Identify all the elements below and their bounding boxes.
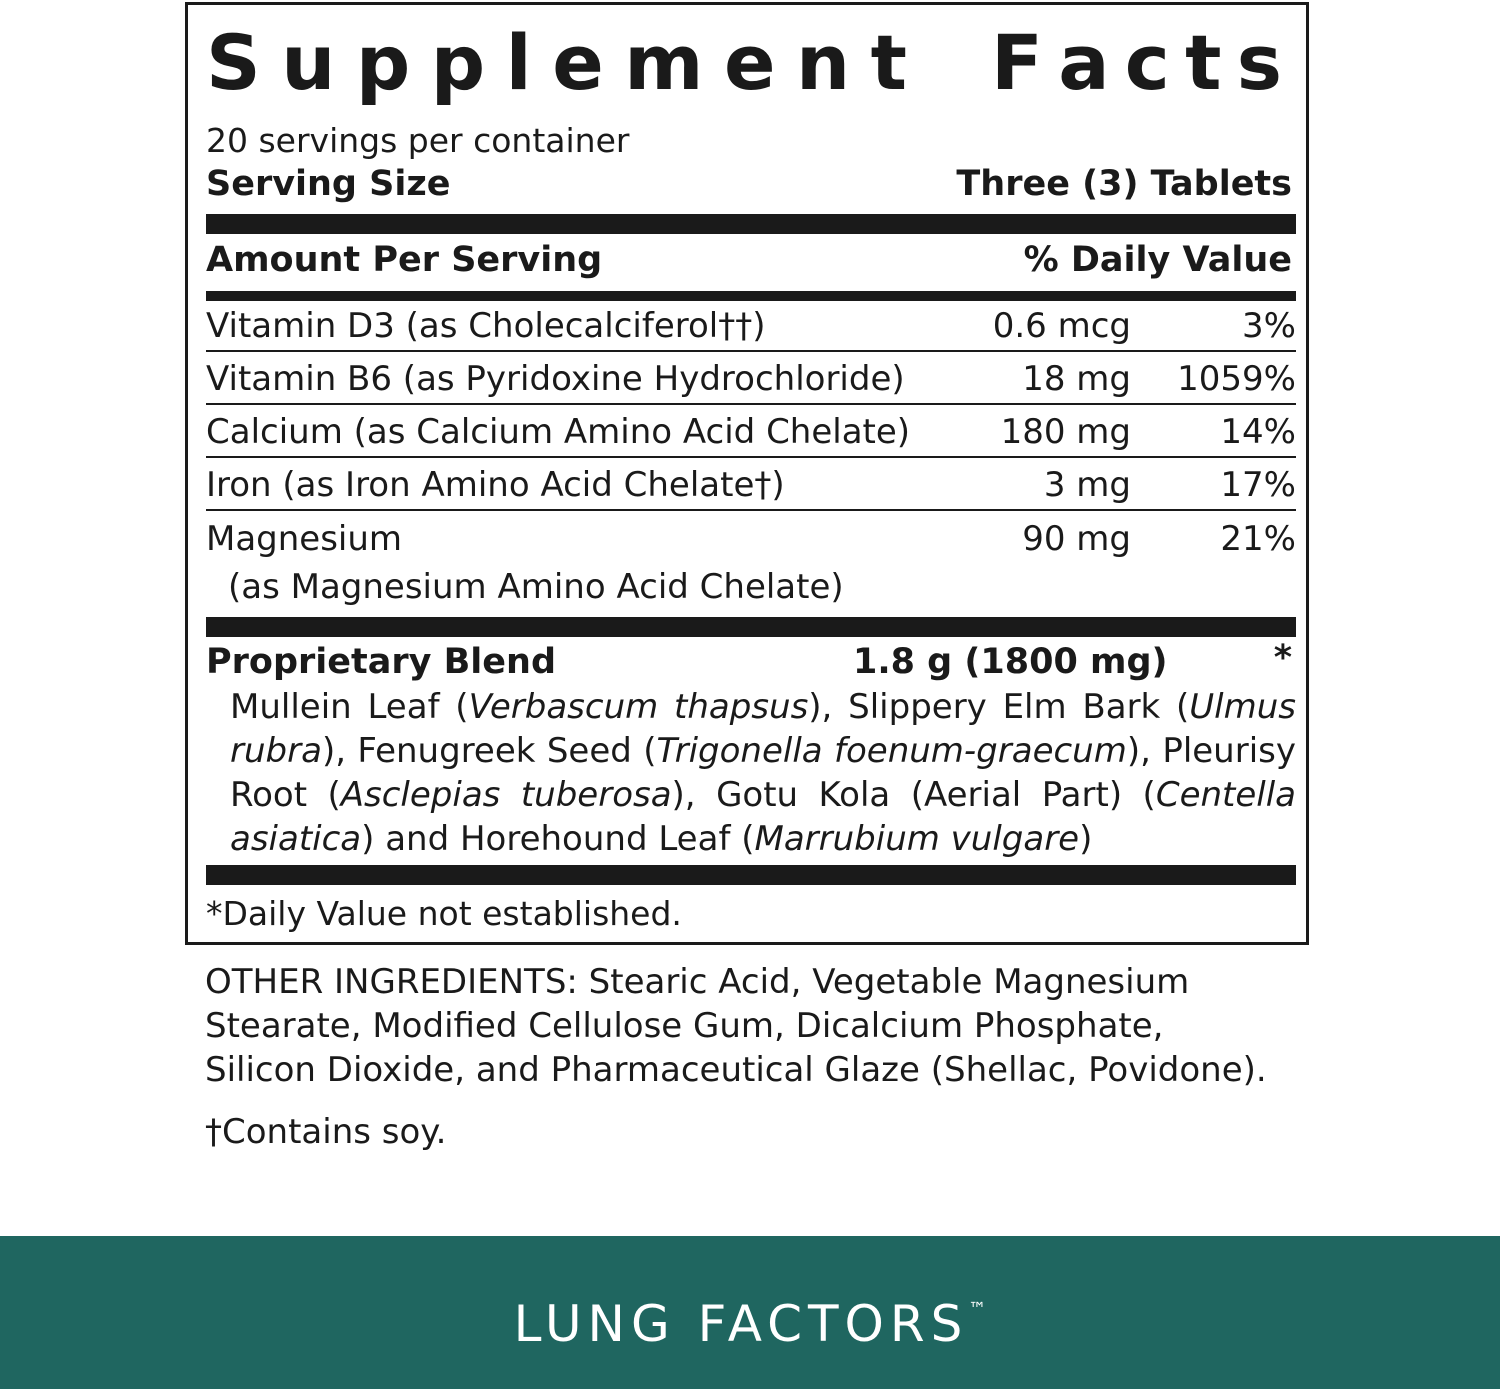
nutrient-name: Magnesium — [206, 519, 403, 559]
panel-title — [206, 19, 1296, 107]
daily-value-footnote: *Daily Value not established. — [206, 894, 682, 933]
nutrient-name: Iron (as Iron Amino Acid Chelate†) — [206, 465, 785, 505]
ingredient-text: ), Gotu Kola (Aerial Part) ( — [671, 775, 1156, 815]
amount-per-serving-header: Amount Per Serving — [206, 240, 603, 280]
title-letter: e — [552, 18, 618, 107]
proprietary-blend-amount: 1.8 g (1800 mg) — [853, 642, 1168, 682]
nutrient-daily-value: 17% — [1220, 465, 1296, 505]
botanical-name: Verbascum thapsus — [468, 687, 809, 727]
nutrient-name-detail: (as Magnesium Amino Acid Chelate) — [228, 567, 844, 607]
title-letter: e — [723, 18, 790, 107]
nutrient-name: Vitamin D3 (as Cholecalciferol††) — [206, 306, 766, 346]
nutrient-row — [206, 458, 1296, 510]
title-letter: F — [991, 18, 1057, 107]
nutrient-name: Calcium (as Calcium Amino Acid Chelate) — [206, 412, 911, 452]
nutrient-amount: 180 mg — [1000, 412, 1131, 452]
nutrient-row — [206, 352, 1296, 404]
botanical-name: Asclepias tuberosa — [340, 775, 672, 815]
nutrient-amount: 3 mg — [1043, 465, 1131, 505]
servings-per-container: 20 servings per container — [206, 121, 630, 160]
thick-divider-top — [206, 214, 1296, 234]
serving-size-value: Three (3) Tablets — [956, 164, 1292, 204]
title-letter: n — [796, 18, 865, 107]
serving-size-label: Serving Size — [206, 164, 451, 204]
proprietary-blend-label: Proprietary Blend — [206, 642, 556, 682]
daily-value-header: % Daily Value — [1023, 240, 1292, 280]
nutrient-daily-value: 14% — [1220, 412, 1296, 452]
title-letter: S — [206, 18, 275, 107]
title-letter: c — [1124, 18, 1184, 107]
thick-divider-blend — [206, 617, 1296, 637]
ingredient-text: ), Pleurisy Root ( — [230, 731, 1296, 815]
row-divider — [206, 509, 1296, 511]
title-letter: u — [281, 18, 350, 107]
title-word-supplement — [206, 19, 921, 107]
nutrient-daily-value: 3% — [1242, 306, 1296, 346]
ingredient-text: ) and Horehound Leaf ( — [361, 819, 755, 859]
botanical-name: Centella asiatica — [230, 775, 1297, 859]
nutrient-row — [206, 299, 1296, 351]
title-letter: t — [870, 18, 921, 107]
title-letter: s — [1236, 18, 1296, 107]
nutrient-row — [206, 405, 1296, 457]
other-ingredients — [205, 960, 1305, 1092]
title-letter: p — [355, 18, 425, 107]
other-ingredients-line: Stearate, Modified Cellulose Gum, Dicalcium Phosphate, — [205, 1006, 1164, 1046]
nutrient-daily-value: 1059% — [1177, 359, 1296, 399]
title-letter: l — [505, 18, 546, 107]
brand-footer-band — [0, 1236, 1500, 1389]
trademark-symbol: ™ — [968, 1299, 987, 1320]
title-letter: a — [1058, 18, 1124, 107]
botanical-name: Ulmus rubra — [230, 687, 1296, 771]
ingredient-text: ), Slippery Elm Bark ( — [808, 687, 1190, 727]
title-word-facts — [991, 19, 1296, 107]
ingredient-text: Mullein Leaf ( — [230, 687, 469, 727]
proprietary-blend-daily-value: * — [1273, 638, 1292, 678]
nutrient-amount: 90 mg — [1022, 519, 1131, 559]
other-ingredients-line: Silicon Dioxide, and Pharmaceutical Glaze (Shellac, Povidone). — [205, 1050, 1267, 1090]
nutrient-daily-value: 21% — [1220, 519, 1296, 559]
thick-divider-bottom — [206, 865, 1296, 885]
ingredient-text: ) — [1079, 819, 1093, 859]
title-letter: p — [430, 18, 500, 107]
botanical-name: Trigonella foenum-graecum — [656, 731, 1127, 771]
nutrient-row — [206, 512, 1296, 612]
ingredient-text: ), Fenugreek Seed ( — [321, 731, 657, 771]
botanical-name: Marrubium vulgare — [754, 819, 1080, 859]
proprietary-blend-ingredients — [230, 685, 1296, 861]
title-letter: t — [1185, 18, 1236, 107]
title-letter: m — [624, 18, 718, 107]
other-ingredients-line: OTHER INGREDIENTS: Stearic Acid, Vegetable Magnesium — [205, 962, 1190, 1002]
soy-note: †Contains soy. — [205, 1112, 447, 1152]
supplement-facts-panel — [185, 2, 1309, 945]
nutrient-amount: 18 mg — [1022, 359, 1131, 399]
nutrient-amount: 0.6 mcg — [992, 306, 1131, 346]
nutrient-name: Vitamin B6 (as Pyridoxine Hydrochloride) — [206, 359, 905, 399]
brand-name-text: LUNG FACTORS — [513, 1295, 969, 1353]
brand-name — [0, 1280, 1500, 1354]
